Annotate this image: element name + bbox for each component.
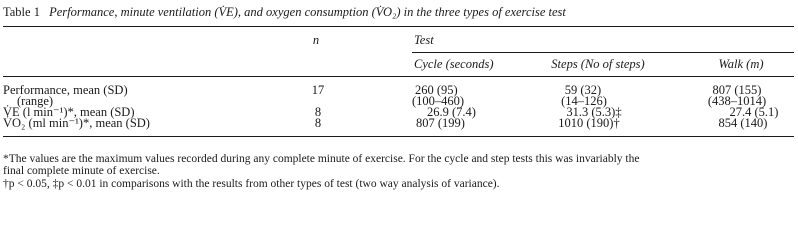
footnote: *The values are the maximum values recorded during any complete minute of exercise. For the cycle and step tests this was invariably the <box>3 153 640 165</box>
cell-steps: (14–126) <box>561 94 607 108</box>
table-title <box>3 4 795 20</box>
top-rule <box>3 26 794 27</box>
cell-walk: 807 (155) <box>712 83 762 97</box>
cell-cycle: 807 (199) <box>416 116 465 130</box>
row-label: V̇E (l min⁻¹)*, mean (SD) <box>3 105 135 119</box>
table-number: Table 1 <box>3 5 40 19</box>
header-rule <box>3 76 794 77</box>
table-caption: Performance, minute ventilation (V̇E), and oxygen consumption (V̇O₂) in the three types of exercise test <box>49 5 566 19</box>
cell-steps: 59 (32) <box>564 83 602 97</box>
header-test: Test <box>414 33 434 47</box>
row-label: Performance, mean (SD) <box>3 83 128 97</box>
test-span-rule <box>412 52 794 53</box>
bottom-rule <box>3 136 794 137</box>
cell-cycle: 26.9 (7.4) <box>427 105 476 119</box>
header-walk: Walk (m) <box>718 57 764 71</box>
row-label: V̇O₂ (ml min⁻¹)*, mean (SD) <box>3 116 150 130</box>
header-n: n <box>312 33 320 47</box>
cell-steps: 1010 (190)† <box>558 116 620 130</box>
cell-walk: (438–1014) <box>707 94 767 108</box>
cell-walk: 27.4 (5.1) <box>729 105 779 119</box>
row-n: 8 <box>314 105 322 119</box>
header-steps: Steps (No of steps) <box>551 57 645 71</box>
cell-steps: 31.3 (5.3)‡ <box>566 105 622 119</box>
cell-cycle: (100–460) <box>412 94 465 108</box>
row-n: 17 <box>311 83 325 97</box>
footnote: final complete minute of exercise. <box>3 165 160 177</box>
footnote: †p < 0.05, ‡p < 0.01 in comparisons with the results from other types of test (two way analysis of variance). <box>3 178 500 190</box>
header-cycle: Cycle (seconds) <box>414 57 494 71</box>
row-n: 8 <box>314 116 322 130</box>
cell-cycle: 260 (95) <box>415 83 458 97</box>
cell-walk: 854 (140) <box>718 116 768 130</box>
row-label: (range) <box>17 94 54 108</box>
